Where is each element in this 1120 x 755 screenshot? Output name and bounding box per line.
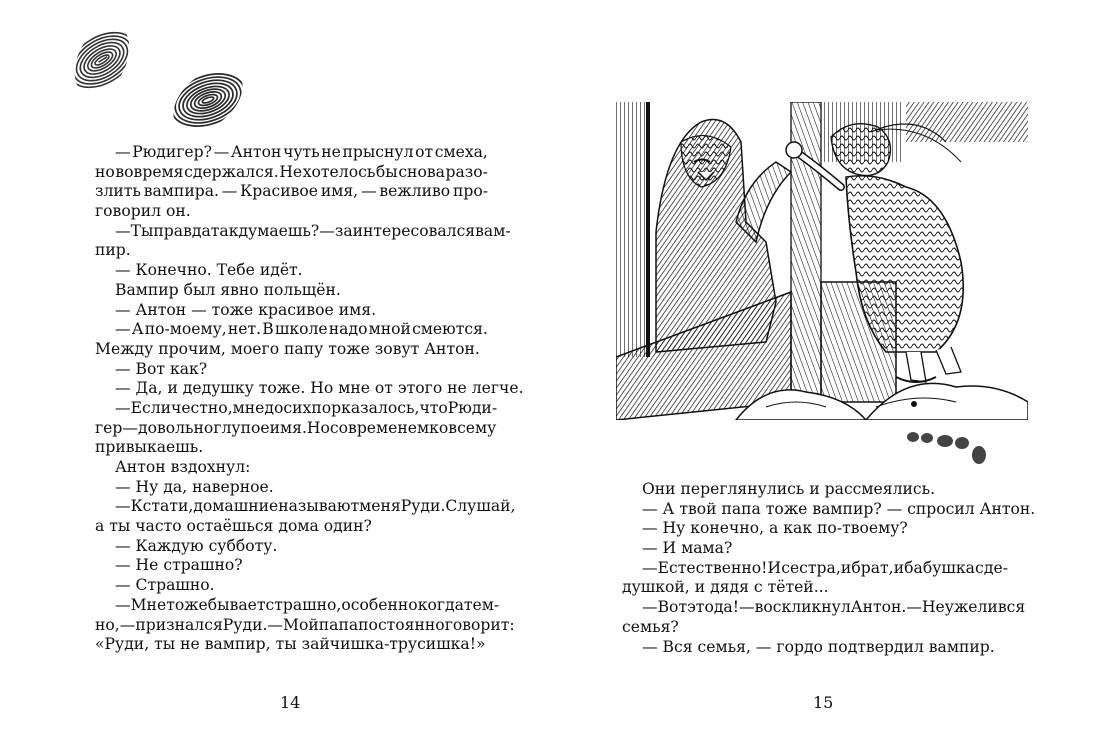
word: это [687, 598, 714, 617]
word: — [213, 143, 230, 161]
word: Вот [657, 598, 688, 617]
word: сдержался. [184, 162, 279, 181]
body-text [95, 143, 524, 655]
word: ко [429, 418, 449, 437]
word: — [119, 615, 136, 634]
word: когда [417, 595, 464, 614]
text-line: — А твой папа тоже вампир? — спросил Антон. [642, 499, 1036, 518]
word: Но [306, 418, 330, 437]
page-number: 15 [813, 693, 834, 712]
text-line [95, 221, 511, 242]
text-line: — Ну да, наверное. [115, 477, 274, 496]
word: смеются. [412, 320, 488, 339]
word: с [975, 558, 984, 577]
word: — [221, 182, 238, 201]
word: разо- [445, 162, 488, 181]
word: Руди. [400, 497, 446, 516]
word: вся [997, 598, 1026, 617]
text-line: — Страшно. [115, 576, 215, 595]
word: смеха, [434, 143, 488, 161]
word: А [131, 320, 144, 339]
word: школе [274, 320, 328, 339]
word: де- [983, 558, 1008, 577]
word: — [642, 598, 658, 617]
word: и [840, 558, 852, 577]
text-line [95, 497, 516, 517]
vampire-and-boy-illustration [616, 102, 1028, 420]
word: Мне [130, 595, 167, 614]
word: вам- [475, 221, 511, 240]
word: постоянно [358, 615, 445, 634]
right-page [560, 0, 1120, 755]
word: со [329, 418, 349, 437]
word: Естественно! [657, 558, 768, 577]
word: до [264, 398, 284, 417]
word: — [642, 558, 658, 577]
word: Антон [230, 143, 282, 161]
word: Мой [283, 615, 319, 634]
text-line: семья? [622, 617, 679, 636]
word: признался [135, 615, 223, 634]
word: — [267, 615, 284, 634]
word: говорит: [444, 615, 515, 634]
word: да! [713, 598, 739, 617]
word: заинтересовался [334, 221, 476, 240]
word: но, [95, 615, 120, 634]
word: имя. [269, 418, 307, 437]
text-line [95, 320, 488, 340]
word: страшно, [265, 595, 342, 614]
word: Если [130, 398, 172, 417]
text-line: Между прочим, моего папу тоже зовут Антон. [95, 339, 480, 358]
word: — [319, 221, 335, 240]
text-line: — Не страшно? [115, 556, 243, 575]
word: — [122, 418, 138, 437]
text-line: пир. [95, 241, 131, 260]
word: от [415, 143, 434, 161]
text-line: — Вот как? [115, 359, 208, 378]
word: сестра, [781, 558, 841, 577]
word: воскликнул [754, 598, 851, 617]
word: Кстати, [130, 497, 194, 516]
word: не [321, 143, 341, 161]
text-line: — Ну конечно, а как по-твоему? [642, 519, 908, 538]
word: И [767, 558, 782, 577]
word: имя, [320, 182, 359, 201]
word: бы [375, 162, 398, 181]
text-line [95, 182, 488, 202]
text-line: говорил он. [95, 202, 191, 221]
text-line [95, 163, 488, 183]
word: тем- [463, 595, 500, 614]
word: правда [153, 221, 211, 240]
text-line: Вампир был явно польщён. [115, 280, 341, 299]
word: честно, [171, 398, 233, 417]
word: сих [283, 398, 312, 417]
page-number: 14 [280, 693, 301, 712]
word: — [360, 182, 377, 201]
word: снова [398, 162, 445, 181]
word: Ты [130, 221, 154, 240]
word: — [739, 598, 755, 617]
text-line: «Руди, ты не вампир, ты зайчишка-трусишка!» [95, 635, 486, 654]
word: особенно [341, 595, 418, 614]
word: прыснул [342, 143, 414, 161]
word: В [262, 320, 274, 339]
word: про- [452, 182, 488, 201]
word: Слушай, [445, 497, 516, 516]
text-line: душкой, и дядя с тётей... [622, 578, 829, 597]
text-line: — Каждую субботу. [115, 536, 278, 555]
word: думаешь? [238, 221, 320, 240]
word: Руди. [222, 615, 268, 634]
text-line: Антон вздохнул: [115, 458, 251, 476]
body-text [622, 480, 1036, 657]
word: но [95, 162, 115, 181]
word: Рюдигер? [132, 143, 213, 161]
word: тоже [166, 595, 208, 614]
word: — [115, 320, 131, 339]
word: Неужели [921, 598, 998, 617]
word: — [115, 398, 131, 417]
word: Рюди- [447, 398, 498, 417]
word: Красивое [240, 182, 319, 201]
text-line [95, 398, 498, 419]
word: брат, [851, 558, 894, 577]
word: — [115, 497, 131, 516]
footprints-icon [905, 428, 990, 468]
word: — [115, 143, 131, 161]
word: называют [278, 497, 360, 516]
word: мне [232, 398, 265, 417]
word: вампира. [143, 182, 219, 201]
word: злить [95, 182, 141, 201]
word: всему [448, 418, 497, 437]
text-line [95, 418, 497, 439]
word: надо [328, 320, 368, 339]
word: пор [311, 398, 342, 417]
word: — [115, 595, 131, 614]
word: чуть [283, 143, 320, 161]
text-line [95, 615, 515, 636]
word: так [210, 221, 239, 240]
word: и [893, 558, 905, 577]
word: по-моему, [144, 320, 227, 339]
word: папа [318, 615, 359, 634]
text-line [622, 559, 1008, 579]
text-line: — И мама? [642, 539, 733, 558]
word: бабушка [904, 558, 975, 577]
word: казалось, [341, 398, 420, 417]
text-line [622, 598, 1026, 618]
word: Не [279, 162, 303, 181]
word: довольно [137, 418, 214, 437]
word: бывает [207, 595, 266, 614]
word: временем [348, 418, 430, 437]
word: Антон. [850, 598, 907, 617]
text-line: — Конечно. Тебе идёт. [115, 261, 303, 280]
word: — [115, 221, 131, 240]
word: что [419, 398, 448, 417]
word: глупое [213, 418, 270, 437]
word: домашние [193, 497, 279, 516]
word: нет. [227, 320, 262, 339]
word: гер [95, 418, 123, 437]
word: мной [368, 320, 411, 339]
word: — [906, 598, 922, 617]
fingerprints-icon [60, 18, 260, 133]
word: вежливо [379, 182, 451, 201]
word: вовремя [115, 162, 184, 181]
text-line [95, 143, 488, 163]
text-line: — Да, и дедушку тоже. Но мне от этого не легче. [115, 379, 524, 398]
word: хотелось [302, 162, 376, 181]
word: меня [359, 497, 401, 516]
text-line: а ты часто остаёшься дома один? [95, 517, 372, 536]
text-line: — Вся семья, — гордо подтвердил вампир. [642, 637, 995, 656]
text-line: Они переглянулись и рассмеялись. [642, 480, 936, 498]
text-line: привыкаешь. [95, 438, 204, 457]
text-line [95, 595, 500, 616]
text-line: — Антон — тоже красивое имя. [115, 300, 377, 319]
